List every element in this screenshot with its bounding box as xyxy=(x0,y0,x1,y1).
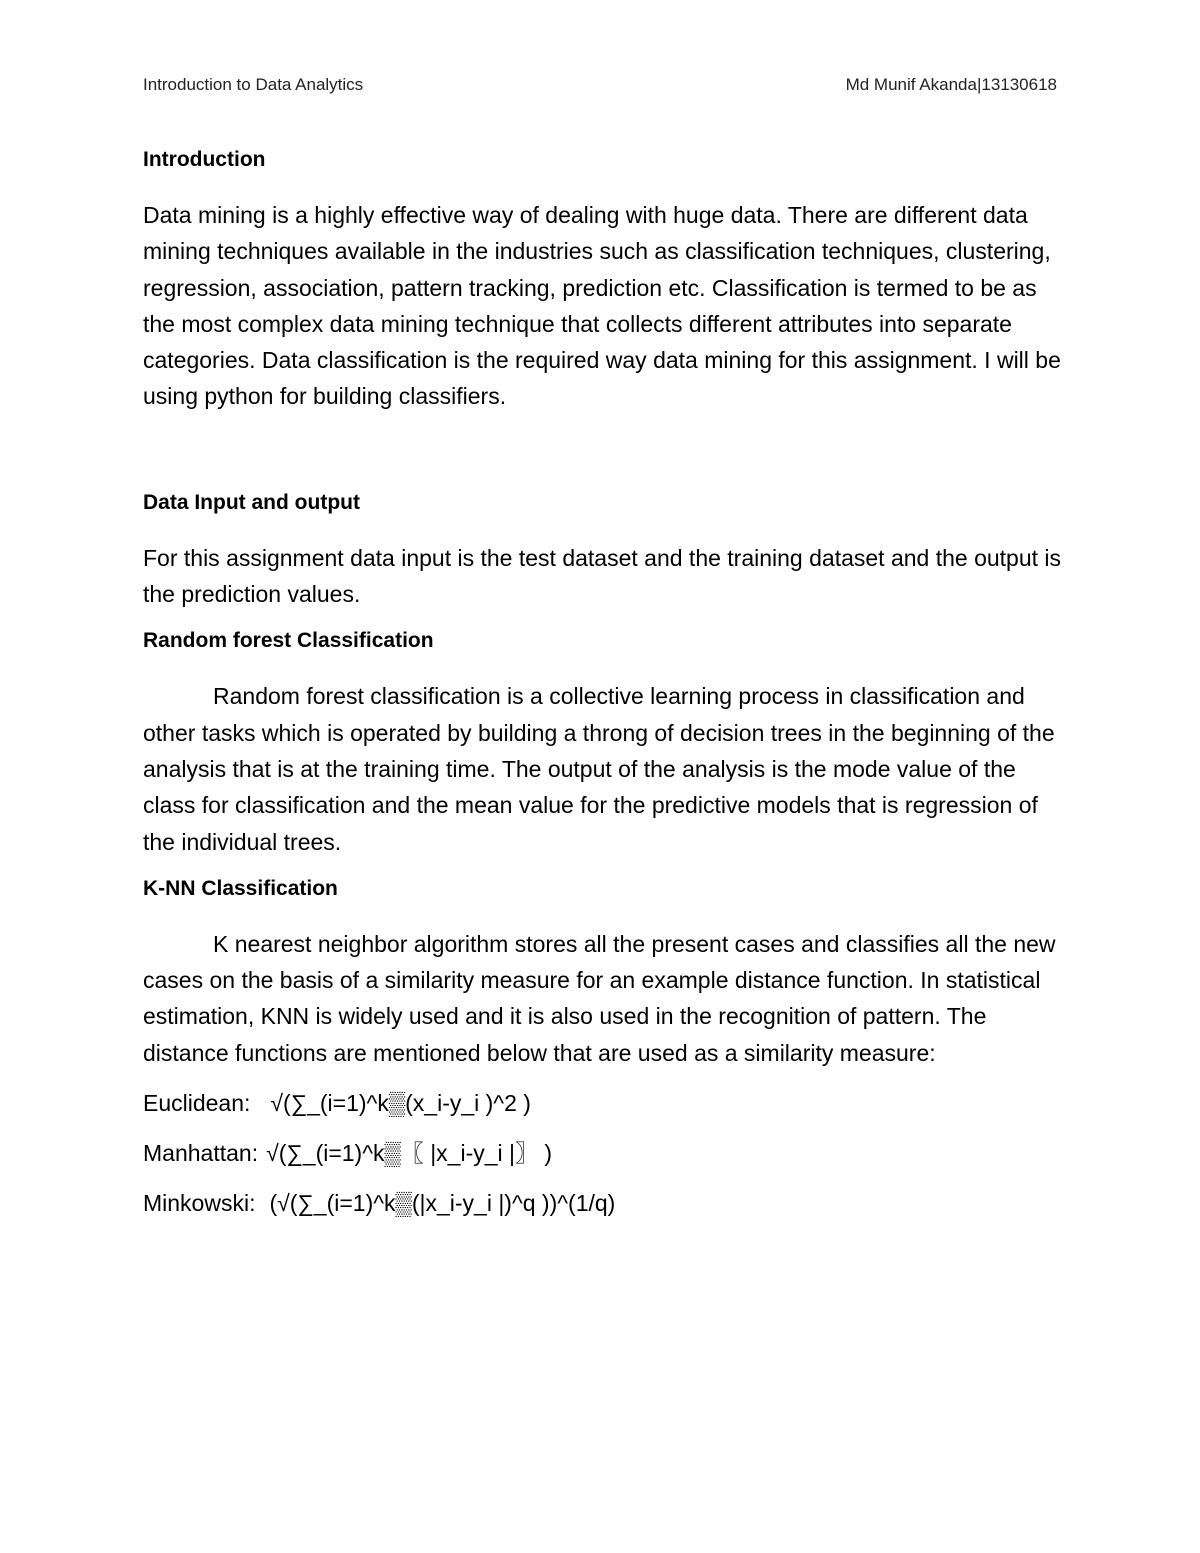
document-body xyxy=(143,145,1063,1221)
minkowski-expression: (√(∑_(i=1)^k▒(|x_i-y_i |)^q ))^(1/q) xyxy=(269,1190,616,1217)
intro-heading: Introduction xyxy=(143,148,266,171)
header-course-title: Introduction to Data Analytics xyxy=(143,75,364,94)
random-forest-heading: Random forest Classification xyxy=(143,629,434,653)
minkowski-label: Minkowski: xyxy=(143,1190,256,1217)
manhattan-label: Manhattan: xyxy=(143,1140,259,1167)
data-io-paragraph: For this assignment data input is the test dataset and the training dataset and the output is the prediction values. xyxy=(143,544,1062,608)
euclidean-label: Euclidean: xyxy=(143,1090,251,1117)
manhattan-expression: √(∑_(i=1)^k▒〖 |x_i-y_i |〗 ) xyxy=(266,1140,553,1167)
knn-heading: K-NN Classification xyxy=(143,876,338,900)
page-header xyxy=(143,75,1057,99)
random-forest-paragraph: Random forest classification is a collective learning process in classification and other tasks which is operated by building a throng of decision trees in the beginning of the analysis that is at the training time. The output of the analysis is the mode value of the class for classification and the mean value for the predictive models that is regression of the individual trees. xyxy=(143,683,1055,855)
knn-paragraph: K nearest neighbor algorithm stores all the present cases and classifies all the new cases on the basis of a similarity measure for an example distance function. In statistical estimation, KNN is widely used and it is also used in the recognition of pattern. The distance functions are mentioned below that are used as a similarity measure: xyxy=(143,930,1056,1066)
euclidean-formula xyxy=(143,1085,1063,1121)
data-io-heading: Data Input and output xyxy=(143,490,360,514)
minkowski-formula xyxy=(143,1185,1063,1221)
intro-paragraph: Data mining is a highly effective way of dealing with huge data. There are different data mining techniques available in the industries such as classification techniques, clustering, regression, association, pattern tracking, prediction etc. Classification is termed to be as the most complex data mining technique that collects different attributes into separate categories. Data classification is the required way data mining for this assignment. I will be using python for building classifiers. xyxy=(143,202,1061,410)
header-author-id: Md Munif Akanda|13130618 xyxy=(845,75,1057,94)
euclidean-expression: √(∑_(i=1)^k▒(x_i-y_i )^2 ) xyxy=(270,1090,531,1117)
manhattan-formula xyxy=(143,1135,1063,1171)
